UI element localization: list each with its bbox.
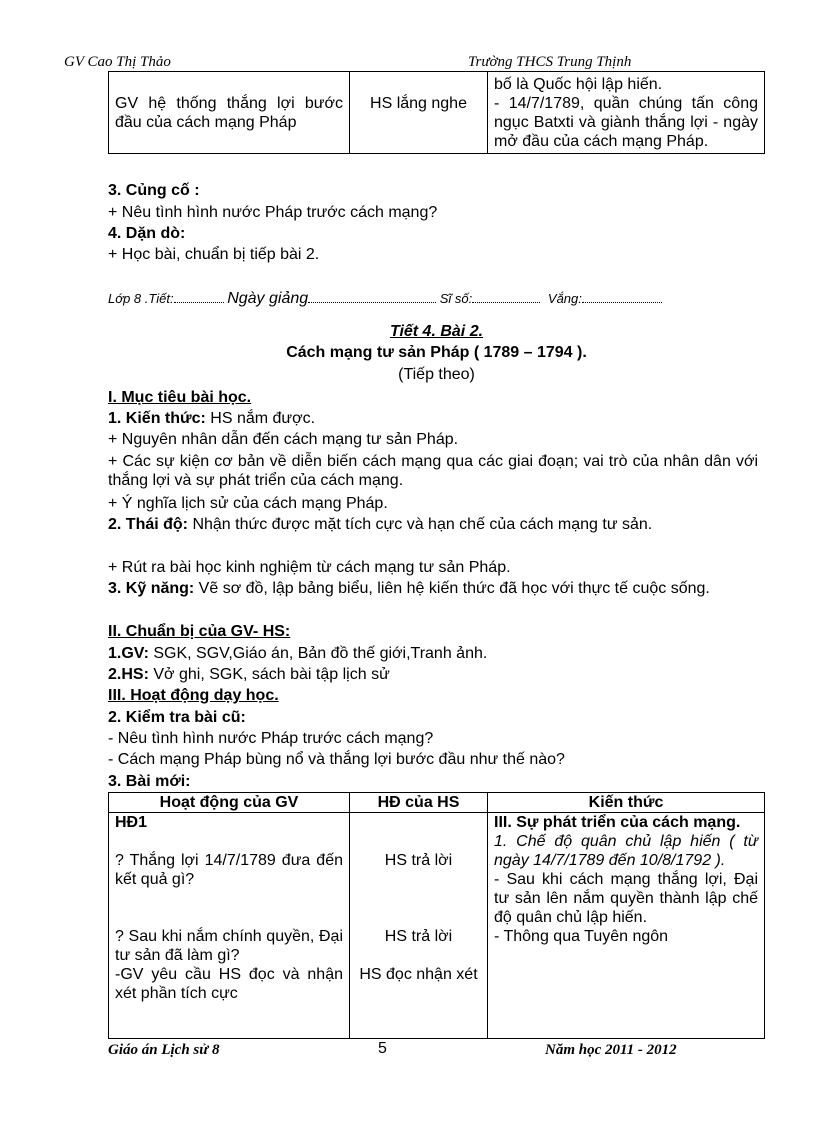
class-ngay-giang: Ngày giảng	[227, 290, 309, 307]
ky-nang	[108, 579, 758, 598]
main-table-hs2: HS trả lời	[384, 928, 453, 945]
top-table-kt-line-2: - 14/7/1789, quần chúng tấn công ngục Batxti và giành thắng lợi - ngày mở đầu của cách mạng Pháp.	[494, 95, 758, 150]
dan-do-title: 4. Dặn dò:	[108, 225, 186, 242]
kt-item-2: + Các sự kiện cơ bản về diễn biến cách mạng qua các giai đoạn; vai trò của nhân dân với thắng lợi và sự phát triển của cách mạng.	[108, 453, 758, 489]
thai-do-item: + Rút ra bài học kinh nghiệm từ cách mạng tư sản Pháp.	[108, 559, 511, 576]
kt-item-1: + Nguyên nhân dẫn đến cách mạng tư sản Pháp.	[108, 431, 459, 448]
kiem-tra-q1: - Nêu tình hình nước Pháp trước cách mạng?	[108, 730, 434, 747]
class-line	[108, 289, 662, 308]
main-table-hd1: HĐ1	[115, 814, 148, 831]
main-table-kt3: - Thông qua Tuyên ngôn	[494, 928, 669, 945]
chuan-bi-gv-text: SGK, SGV,Giáo án, Bản đồ thế giới,Tranh ảnh.	[148, 645, 488, 662]
kt-item-3: + Ý nghĩa lịch sử của cách mạng Pháp.	[108, 495, 388, 512]
main-table-kt1: 1. Chế độ quân chủ lập hiến ( từ ngày 14/7/1789 đến 10/8/1792 ).	[494, 833, 758, 869]
chuan-bi-gv	[108, 644, 487, 663]
footer-page-number: 5	[378, 1040, 387, 1057]
bai-moi-title: 3. Bài mới:	[108, 773, 191, 790]
muc-tieu-heading: I. Mục tiêu bài học.	[108, 389, 252, 406]
main-table-hs1: HS trả lời	[384, 852, 453, 869]
chuan-bi-hs-text: Vở ghi, SGK, sách bài tập lịch sử	[148, 666, 390, 683]
thai-do	[108, 515, 758, 534]
class-vang: Vắng:	[547, 291, 582, 306]
ky-nang-label: 3. Kỹ năng:	[108, 580, 195, 597]
header-school: Trường THCS Trung Thịnh	[468, 54, 632, 70]
thai-do-label: 2. Thái độ:	[108, 516, 188, 533]
lesson-title: Cách mạng tư sản Pháp ( 1789 – 1794 ).	[286, 344, 587, 361]
cung-co-title: 3. Củng cố :	[108, 182, 200, 199]
main-table-kt-heading: III. Sự phát triển của cách mạng.	[494, 814, 741, 831]
main-table-q3: -GV yêu cầu HS đọc và nhận xét phần tích cực	[115, 966, 343, 1002]
class-lop: Lớp 8 .Tiết:	[108, 291, 174, 306]
thai-do-text: Nhận thức được mặt tích cực và hạn chế của cách mạng tư sản.	[188, 516, 653, 533]
main-table-hs-col	[350, 813, 488, 1039]
top-table-gv: GV hệ thống thắng lợi bước đầu của cách mạng Pháp	[109, 72, 350, 154]
footer-left: Giáo án Lịch sử 8	[108, 1042, 220, 1058]
kiem-tra-title: 2. Kiểm tra bài cũ:	[108, 709, 246, 726]
ky-nang-text: Vẽ sơ đồ, lập bảng biểu, liên hệ kiến thức đã học với thực tế cuộc sống.	[194, 580, 710, 597]
cung-co-item: + Nêu tình hình nước Pháp trước cách mạng?	[108, 204, 438, 221]
chuan-bi-gv-label: 1.GV:	[108, 645, 149, 662]
chuan-bi-heading: II. Chuẩn bị của GV- HS:	[108, 623, 291, 640]
main-table-header-kt: Kiến thức	[488, 793, 765, 813]
hoat-dong-heading: III. Hoạt động dạy học.	[108, 687, 279, 704]
main-table-kt-col	[488, 813, 765, 1039]
kiem-tra-q2: - Cách mạng Pháp bùng nổ và thắng lợi bước đầu như thế nào?	[108, 751, 565, 768]
main-table-header-hs: HĐ của HS	[350, 793, 488, 813]
top-table	[108, 71, 765, 154]
main-table-q2: ? Sau khi nắm chính quyền, Đại tư sản đã làm gì?	[115, 928, 343, 964]
class-si-so: Sĩ số:	[439, 291, 473, 306]
main-table-header-gv: Hoạt động của GV	[109, 793, 350, 813]
main-table-gv-col	[109, 813, 350, 1039]
footer-right: Năm học 2011 - 2012	[545, 1042, 677, 1058]
main-table-hs3: HS đọc nhận xét	[359, 966, 478, 983]
chuan-bi-hs-label: 2.HS:	[108, 666, 149, 683]
top-table-hs: HS lắng nghe	[350, 72, 488, 154]
chuan-bi-hs	[108, 665, 390, 684]
main-table-q1: ? Thắng lợi 14/7/1789 đưa đến kết quả gì?	[115, 852, 343, 888]
lesson-number: Tiết 4. Bài 2.	[389, 323, 484, 340]
kien-thuc	[108, 409, 315, 428]
main-table-kt2: - Sau khi cách mạng thắng lợi, Đại tư sản lên nắm quyền thành lập chế độ quân chủ lập hiến.	[494, 871, 758, 926]
kien-thuc-text: HS nắm được.	[205, 410, 316, 427]
top-table-kt	[488, 72, 765, 154]
header-teacher: GV Cao Thị Thảo	[64, 54, 171, 70]
dan-do-item: + Học bài, chuẩn bị tiếp bài 2.	[108, 246, 320, 263]
top-table-kt-line-1: bố là Quốc hội lập hiến.	[494, 76, 663, 93]
main-table	[108, 792, 765, 1039]
kien-thuc-label: 1. Kiến thức:	[108, 410, 206, 427]
lesson-subtitle: (Tiếp theo)	[398, 366, 475, 383]
